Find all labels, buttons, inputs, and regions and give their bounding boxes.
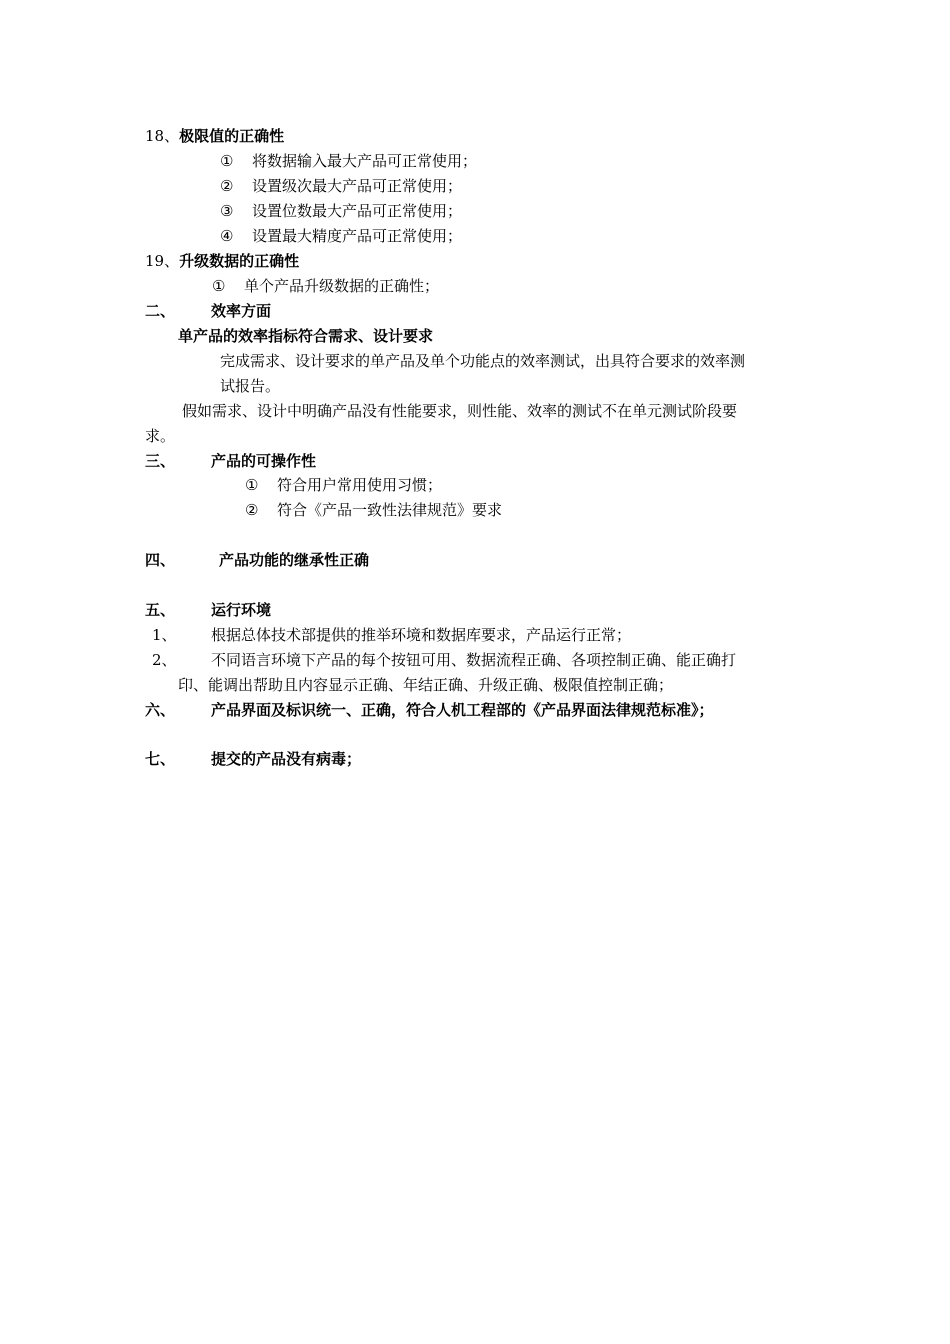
section-2-number: 二、 [145, 302, 176, 320]
circled-number-1: ① [212, 277, 226, 295]
section-6-title: 产品界面及标识统一、正确，符合人机工程部的《产品界面法律规范标准》； [211, 701, 714, 719]
section-3-number: 三、 [145, 452, 176, 470]
circled-number-3: ③ [220, 202, 234, 220]
section-5-heading [145, 599, 271, 621]
section-5-item-2-line-1: 不同语言环境下产品的每个按钮可用、数据流程正确、各项控制正确、能正确打 [211, 651, 737, 669]
section-6-heading [145, 699, 714, 721]
circled-number-1: ① [220, 152, 234, 170]
section-4-number: 四、 [145, 551, 176, 569]
section-5-number: 五、 [145, 601, 176, 619]
section-3-item [245, 474, 442, 496]
section-4-title: 产品功能的继承性正确 [219, 551, 370, 569]
section-18-item [220, 150, 477, 172]
section-3-title: 产品的可操作性 [211, 452, 317, 470]
section-5-item-2-line-2: 印、能调出帮助且内容显示正确、年结正确、升级正确、极限值控制正确； [178, 676, 674, 694]
section-18-item [220, 225, 462, 247]
section-5-title: 运行环境 [211, 601, 272, 619]
section-3-item [245, 499, 502, 521]
circled-number-2: ② [245, 501, 259, 519]
item-text: 符合《产品一致性法律规范》要求 [277, 501, 503, 519]
section-2-paragraph-2-line-1: 假如需求、设计中明确产品没有性能要求，则性能、效率的测试不在单元测试阶段要 [182, 402, 738, 420]
section-3-heading [145, 450, 316, 472]
item-text: 设置最大精度产品可正常使用； [252, 227, 463, 245]
circled-number-4: ④ [220, 227, 234, 245]
section-7-heading [145, 748, 361, 770]
section-18-title: 极限值的正确性 [179, 127, 285, 145]
section-18-number: 18、 [145, 127, 180, 145]
section-2-paragraph-1-line-2: 试报告。 [220, 377, 281, 395]
section-19-item [212, 275, 439, 297]
section-18-item [220, 200, 462, 222]
section-5-item-1 [152, 624, 631, 646]
item-text: 将数据输入最大产品可正常使用； [252, 152, 478, 170]
section-4-heading [145, 549, 369, 571]
item-text: 单个产品升级数据的正确性； [244, 277, 440, 295]
section-2-title: 效率方面 [211, 302, 272, 320]
section-19-number: 19、 [145, 252, 180, 270]
circled-number-2: ② [220, 177, 234, 195]
section-7-number: 七、 [145, 750, 176, 768]
item-text: 设置级次最大产品可正常使用； [252, 177, 463, 195]
section-5-item-2 [152, 649, 736, 671]
section-19-title: 升级数据的正确性 [179, 252, 300, 270]
item-text: 设置位数最大产品可正常使用； [252, 202, 463, 220]
section-18-item [220, 175, 462, 197]
section-2-subtitle: 单产品的效率指标符合需求、设计要求 [178, 327, 434, 345]
section-5-item-1-number: 1、 [152, 626, 177, 644]
section-5-item-2-number: 2、 [152, 651, 177, 669]
section-5-item-1-text: 根据总体技术部提供的推举环境和数据库要求，产品运行正常； [211, 626, 632, 644]
item-text: 符合用户常用使用习惯； [277, 476, 443, 494]
section-18-heading [145, 125, 284, 147]
section-2-paragraph-2-line-2: 求。 [145, 427, 176, 445]
circled-number-1: ① [245, 476, 259, 494]
section-7-title: 提交的产品没有病毒； [211, 750, 362, 768]
section-2-paragraph-1-line-1: 完成需求、设计要求的单产品及单个功能点的效率测试，出具符合要求的效率测 [220, 352, 746, 370]
section-6-number: 六、 [145, 701, 176, 719]
section-19-heading [145, 250, 299, 272]
section-2-heading [145, 300, 271, 322]
